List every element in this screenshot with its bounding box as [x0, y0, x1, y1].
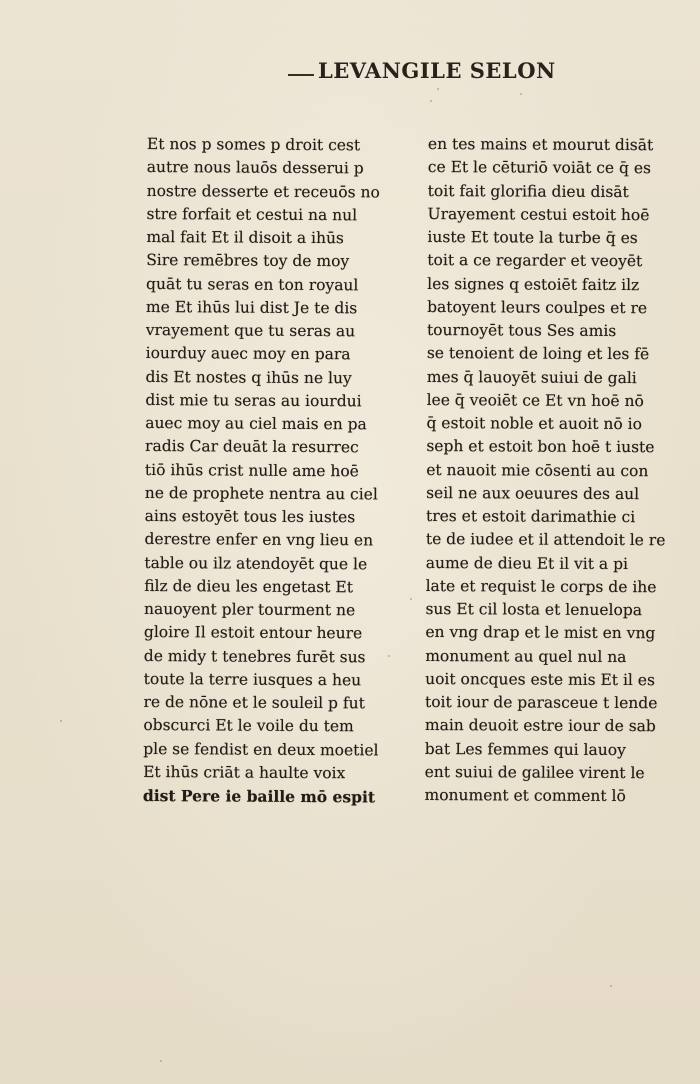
- paper-speck: [410, 598, 412, 600]
- text-line: tres et estoit darimathie ci: [425, 506, 636, 527]
- text-line: te de iudee et il attendoit le re: [425, 530, 666, 550]
- paper-speck: [160, 1060, 162, 1062]
- text-line: q̄ estoit noble et auoit nō io: [426, 413, 643, 434]
- text-line: iuste Et toute la turbe q̄ es: [427, 227, 638, 248]
- text-line: seph et estoit bon hoē t iuste: [426, 437, 655, 457]
- text-line: ce Et le cēturiō voiāt ce q̄ es: [427, 158, 652, 178]
- paper-speck: [430, 100, 432, 102]
- text-line: monument au quel nul na: [425, 646, 627, 666]
- text-line: iourduy auec moy en para: [145, 344, 351, 364]
- text-line: me Et ihūs lui dist Je te dis: [145, 297, 358, 318]
- text-line: radis Car deuāt la resurrec: [145, 437, 359, 457]
- paper-speck: [610, 985, 612, 987]
- paper-speck: [520, 93, 522, 95]
- text-line: tiō ihūs crist nulle ame hoē: [144, 460, 359, 480]
- text-column-right: [424, 133, 668, 808]
- text-line: uoit oncques este mis Et il es: [425, 669, 656, 689]
- text-line: aume de dieu Et il vit a pi: [425, 553, 629, 573]
- header-rule: [288, 74, 314, 76]
- text-line: bat Les femmes qui lauoy: [424, 739, 626, 759]
- text-line: les signes q estoiēt faitz ilz: [427, 274, 640, 294]
- text-line: ent suiui de galilee virent le: [424, 762, 645, 782]
- text-line: obscurci Et le voile du tem: [143, 716, 354, 736]
- text-line: auec moy au ciel mais en pa: [145, 413, 367, 434]
- text-line: stre forfait et cestui na nul: [146, 204, 358, 225]
- text-line: autre nous lauōs desserui p: [146, 158, 364, 178]
- text-line: mal fait Et il disoit a ihūs: [146, 227, 344, 248]
- paper-speck: [437, 88, 439, 90]
- text-line: batoyent leurs coulpes et re: [427, 297, 648, 317]
- text-line: gloire Il estoit entour heure: [143, 623, 363, 643]
- text-line: seil ne aux oeuures des aul: [426, 483, 640, 503]
- paper-speck: [60, 720, 62, 722]
- text-line: toit a ce regarder et veoyēt: [427, 251, 643, 271]
- text-line: en vng drap et le mist en vng: [425, 623, 656, 643]
- text-line: toit iour de parasceue t lende: [424, 692, 658, 713]
- text-line: dist mie tu seras au iourdui: [145, 390, 362, 411]
- text-line: nostre desserte et receuōs no: [146, 181, 380, 201]
- text-line: Urayement cestui estoit hoē: [427, 204, 650, 224]
- text-line: dis Et nostes q ihūs ne luy: [145, 367, 352, 387]
- running-title: LEVANGILE SELON: [318, 58, 556, 83]
- text-line: Sire remēbres toy de moy: [146, 251, 350, 271]
- text-line: derestre enfer en vng lieu en: [144, 530, 374, 550]
- text-line: Et nos p somes p droit cest: [146, 134, 361, 155]
- text-line: sus Et cil losta et lenuelopa: [425, 599, 643, 620]
- text-line: de midy t tenebres furēt sus: [143, 646, 366, 666]
- text-line: re de nōne et le souleil p fut: [143, 692, 365, 713]
- text-line: main deuoit estre iour de sab: [424, 716, 656, 736]
- text-line: late et requist le corps de ihe: [425, 576, 657, 596]
- text-line: lee q̄ veoiēt ce Et vn hoē nō: [426, 390, 644, 410]
- text-line: monument et comment lō: [424, 785, 626, 806]
- text-line: toute la terre iusques a heu: [143, 669, 362, 690]
- text-line: tournoyēt tous Ses amis: [426, 320, 617, 340]
- text-line: en tes mains et mourut disāt: [427, 134, 654, 155]
- text-line: vrayement que tu seras au: [145, 320, 356, 341]
- text-line: mes q̄ lauoyēt suiui de gali: [426, 367, 637, 387]
- text-line: dist Pere ie baille mō espit: [142, 785, 376, 807]
- text-column-left: [143, 133, 392, 809]
- text-line: Et ihūs criāt a haulte voix: [143, 762, 346, 782]
- text-line: quāt tu seras en ton royaul: [146, 274, 359, 294]
- text-line: table ou ilz atendoyēt que le: [144, 553, 368, 573]
- text-line: toit fait glorifia dieu disāt: [427, 181, 629, 201]
- text-line: nauoyent pler tourment ne: [144, 599, 356, 620]
- text-line: et nauoit mie cōsenti au con: [426, 460, 649, 480]
- text-line: se tenoient de loing et les fē: [426, 344, 650, 364]
- text-line: ne de prophete nentra au ciel: [144, 483, 378, 504]
- text-line: ains estoyēt tous les iustes: [144, 506, 356, 527]
- text-line: ple se fendist en deux moetiel: [143, 739, 379, 759]
- text-line: filz de dieu les engetast Et: [144, 576, 354, 597]
